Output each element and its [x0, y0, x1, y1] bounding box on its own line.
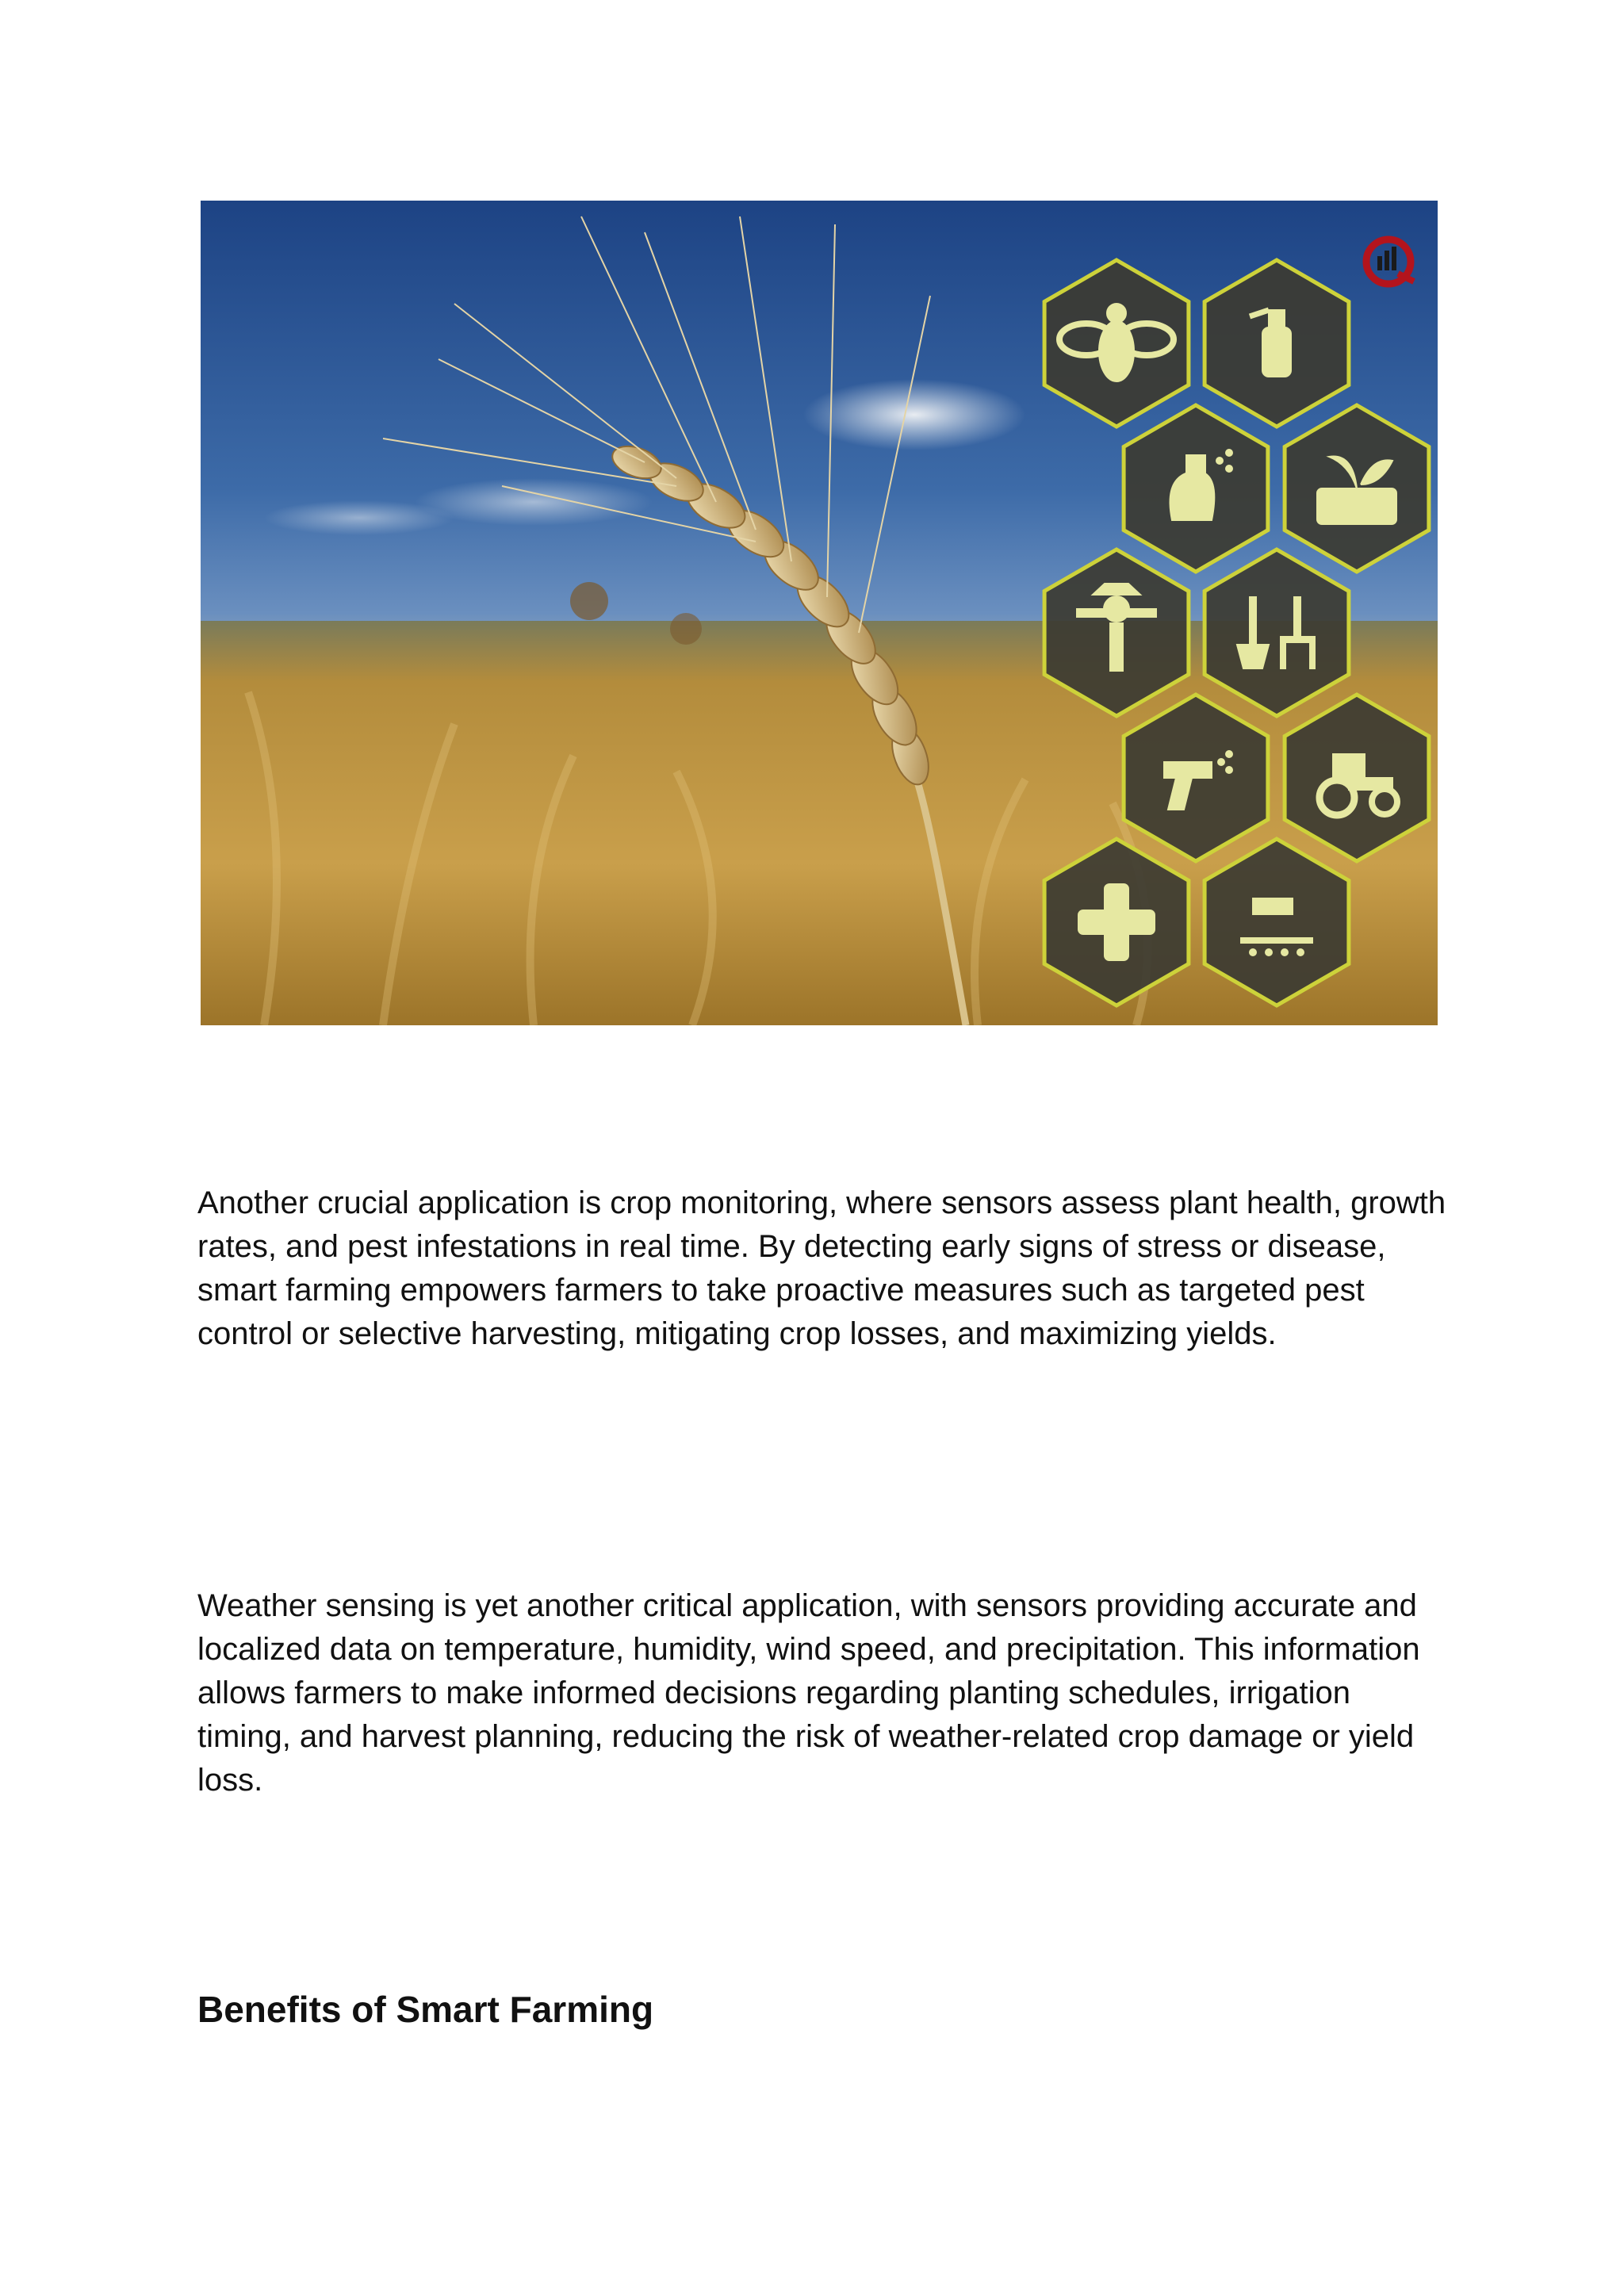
distant-tree [570, 582, 608, 620]
hero-image [201, 201, 1438, 1025]
cloud [803, 379, 1025, 450]
cloud [264, 500, 454, 535]
paragraph-weather-sensing: Weather sensing is yet another critical application, with sensors providing accurate and localized data on temperature, humidity, wind speed, and precipitation. This information allows farmers to make informed decisions regarding planting schedules, irrigation timing, and harvest planning, reducing the risk of weather-related crop damage or yield loss. [197, 1588, 1420, 1798]
paragraph-crop-monitoring: Another crucial application is crop monitoring, where sensors assess plant health, growth rates, and pest infestations in real time. By detecting early signs of stress or disease, smart farming empowers farmers to take proactive measures such as targeted pest control or selective harvesting, mitigating crop losses, and maximizing yields. [197, 1185, 1446, 1351]
section-heading: Benefits of Smart Farming [197, 1989, 654, 2030]
distant-tree [670, 613, 702, 645]
